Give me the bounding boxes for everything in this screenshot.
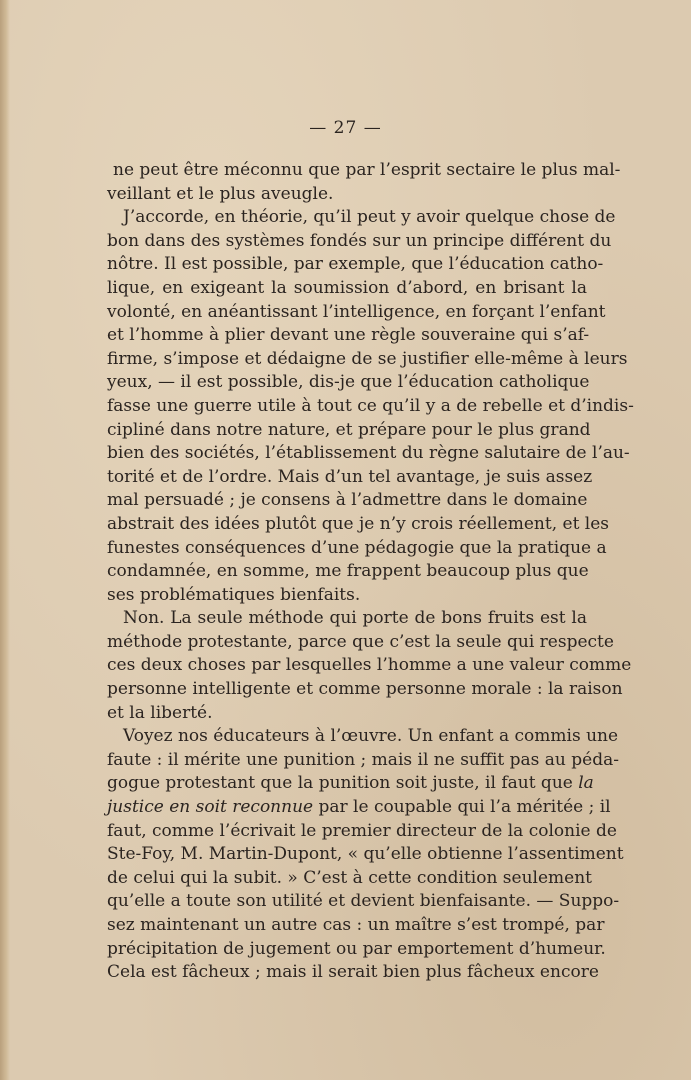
text-line: condamnée, en somme, me frappent beaucoup plus que <box>107 561 589 582</box>
text-line: et la liberté. <box>107 702 213 723</box>
italic-word: la <box>578 773 594 794</box>
text-line: bon dans des systèmes fondés sur un principe différent du <box>107 230 612 251</box>
text-line: Voyez nos éducateurs à l’œuvre. Un enfant a commis une <box>123 726 619 747</box>
text-line: volonté, en anéantissant l’intelligence, en forçant l’enfant <box>107 301 606 322</box>
text-line: qu’elle a toute son utilité et devient bienfaisante. — Suppo- <box>107 891 620 912</box>
text-line: abstrait des idées plutôt que je n’y crois réellement, et les <box>107 513 610 534</box>
text-line: faut, comme l’écrivait le premier directeur de la colonie de <box>107 820 617 841</box>
text-line-segment: par le coupable qui l’a méritée ; il <box>313 797 611 818</box>
body-text <box>107 159 634 985</box>
text-line: Cela est fâcheux ; mais il serait bien plus fâcheux encore <box>107 962 599 983</box>
text-line: nôtre. Il est possible, par exemple, que l’éducation catho- <box>107 254 604 275</box>
text-line: cipliné dans notre nature, et prépare pour le plus grand <box>107 419 591 440</box>
text-line <box>107 796 611 820</box>
text-line: faute : il mérite une punition ; mais il ne suffit pas au péda- <box>107 749 619 770</box>
text-line <box>107 772 594 796</box>
text-line: yeux, — il est possible, dis-je que l’éducation catholique <box>107 372 590 393</box>
text-line: ces deux choses par lesquelles l’homme a une valeur comme <box>107 655 632 676</box>
text-line: veillant et le plus aveugle. <box>107 183 334 204</box>
text-line: Ste-Foy, M. Martin-Dupont, « qu’elle obtienne l’assentiment <box>107 844 624 865</box>
text-line: Non. La seule méthode qui porte de bons fruits est la <box>123 608 587 629</box>
italic-phrase: justice en soit reconnue <box>107 797 314 818</box>
text-line: de celui qui la subit. » C’est à cette condition seulement <box>107 867 592 888</box>
page-number: — 27 — <box>309 118 382 138</box>
text-line: sez maintenant un autre cas : un maître s’est trompé, par <box>107 915 605 935</box>
text-line: J’accorde, en théorie, qu’il peut y avoir quelque chose de <box>123 207 616 228</box>
text-line: funestes conséquences d’une pédagogie que la pratique a <box>107 537 607 558</box>
text-line: précipitation de jugement ou par emportement d’humeur. <box>107 938 606 959</box>
text-line: lique, en exigeant la soumission d’abord, en brisant la <box>107 277 587 298</box>
text-line: et l’homme à plier devant une règle souveraine qui s’af- <box>107 325 590 346</box>
text-line: firme, s’impose et dédaigne de se justifier elle-même à leurs <box>107 348 628 369</box>
page-spine-edge <box>0 0 10 1080</box>
text-line-segment: gogue protestant que la punition soit juste, il faut que <box>107 773 573 794</box>
text-line: mal persuadé ; je consens à l’admettre dans le domaine <box>107 490 588 511</box>
text-line: torité et de l’ordre. Mais d’un tel avantage, je suis assez <box>107 466 593 487</box>
text-line: ne peut être méconnu que par l’esprit sectaire le plus mal- <box>113 160 621 180</box>
text-line: bien des sociétés, l’établissement du règne salutaire de l’au- <box>107 443 630 464</box>
text-line: ses problématiques bienfaits. <box>107 584 361 605</box>
text-line: méthode protestante, parce que c’est la seule qui respecte <box>107 631 614 652</box>
text-line: fasse une guerre utile à tout ce qu’il y a de rebelle et d’indis- <box>107 395 634 416</box>
text-line: personne intelligente et comme personne morale : la raison <box>107 679 623 700</box>
